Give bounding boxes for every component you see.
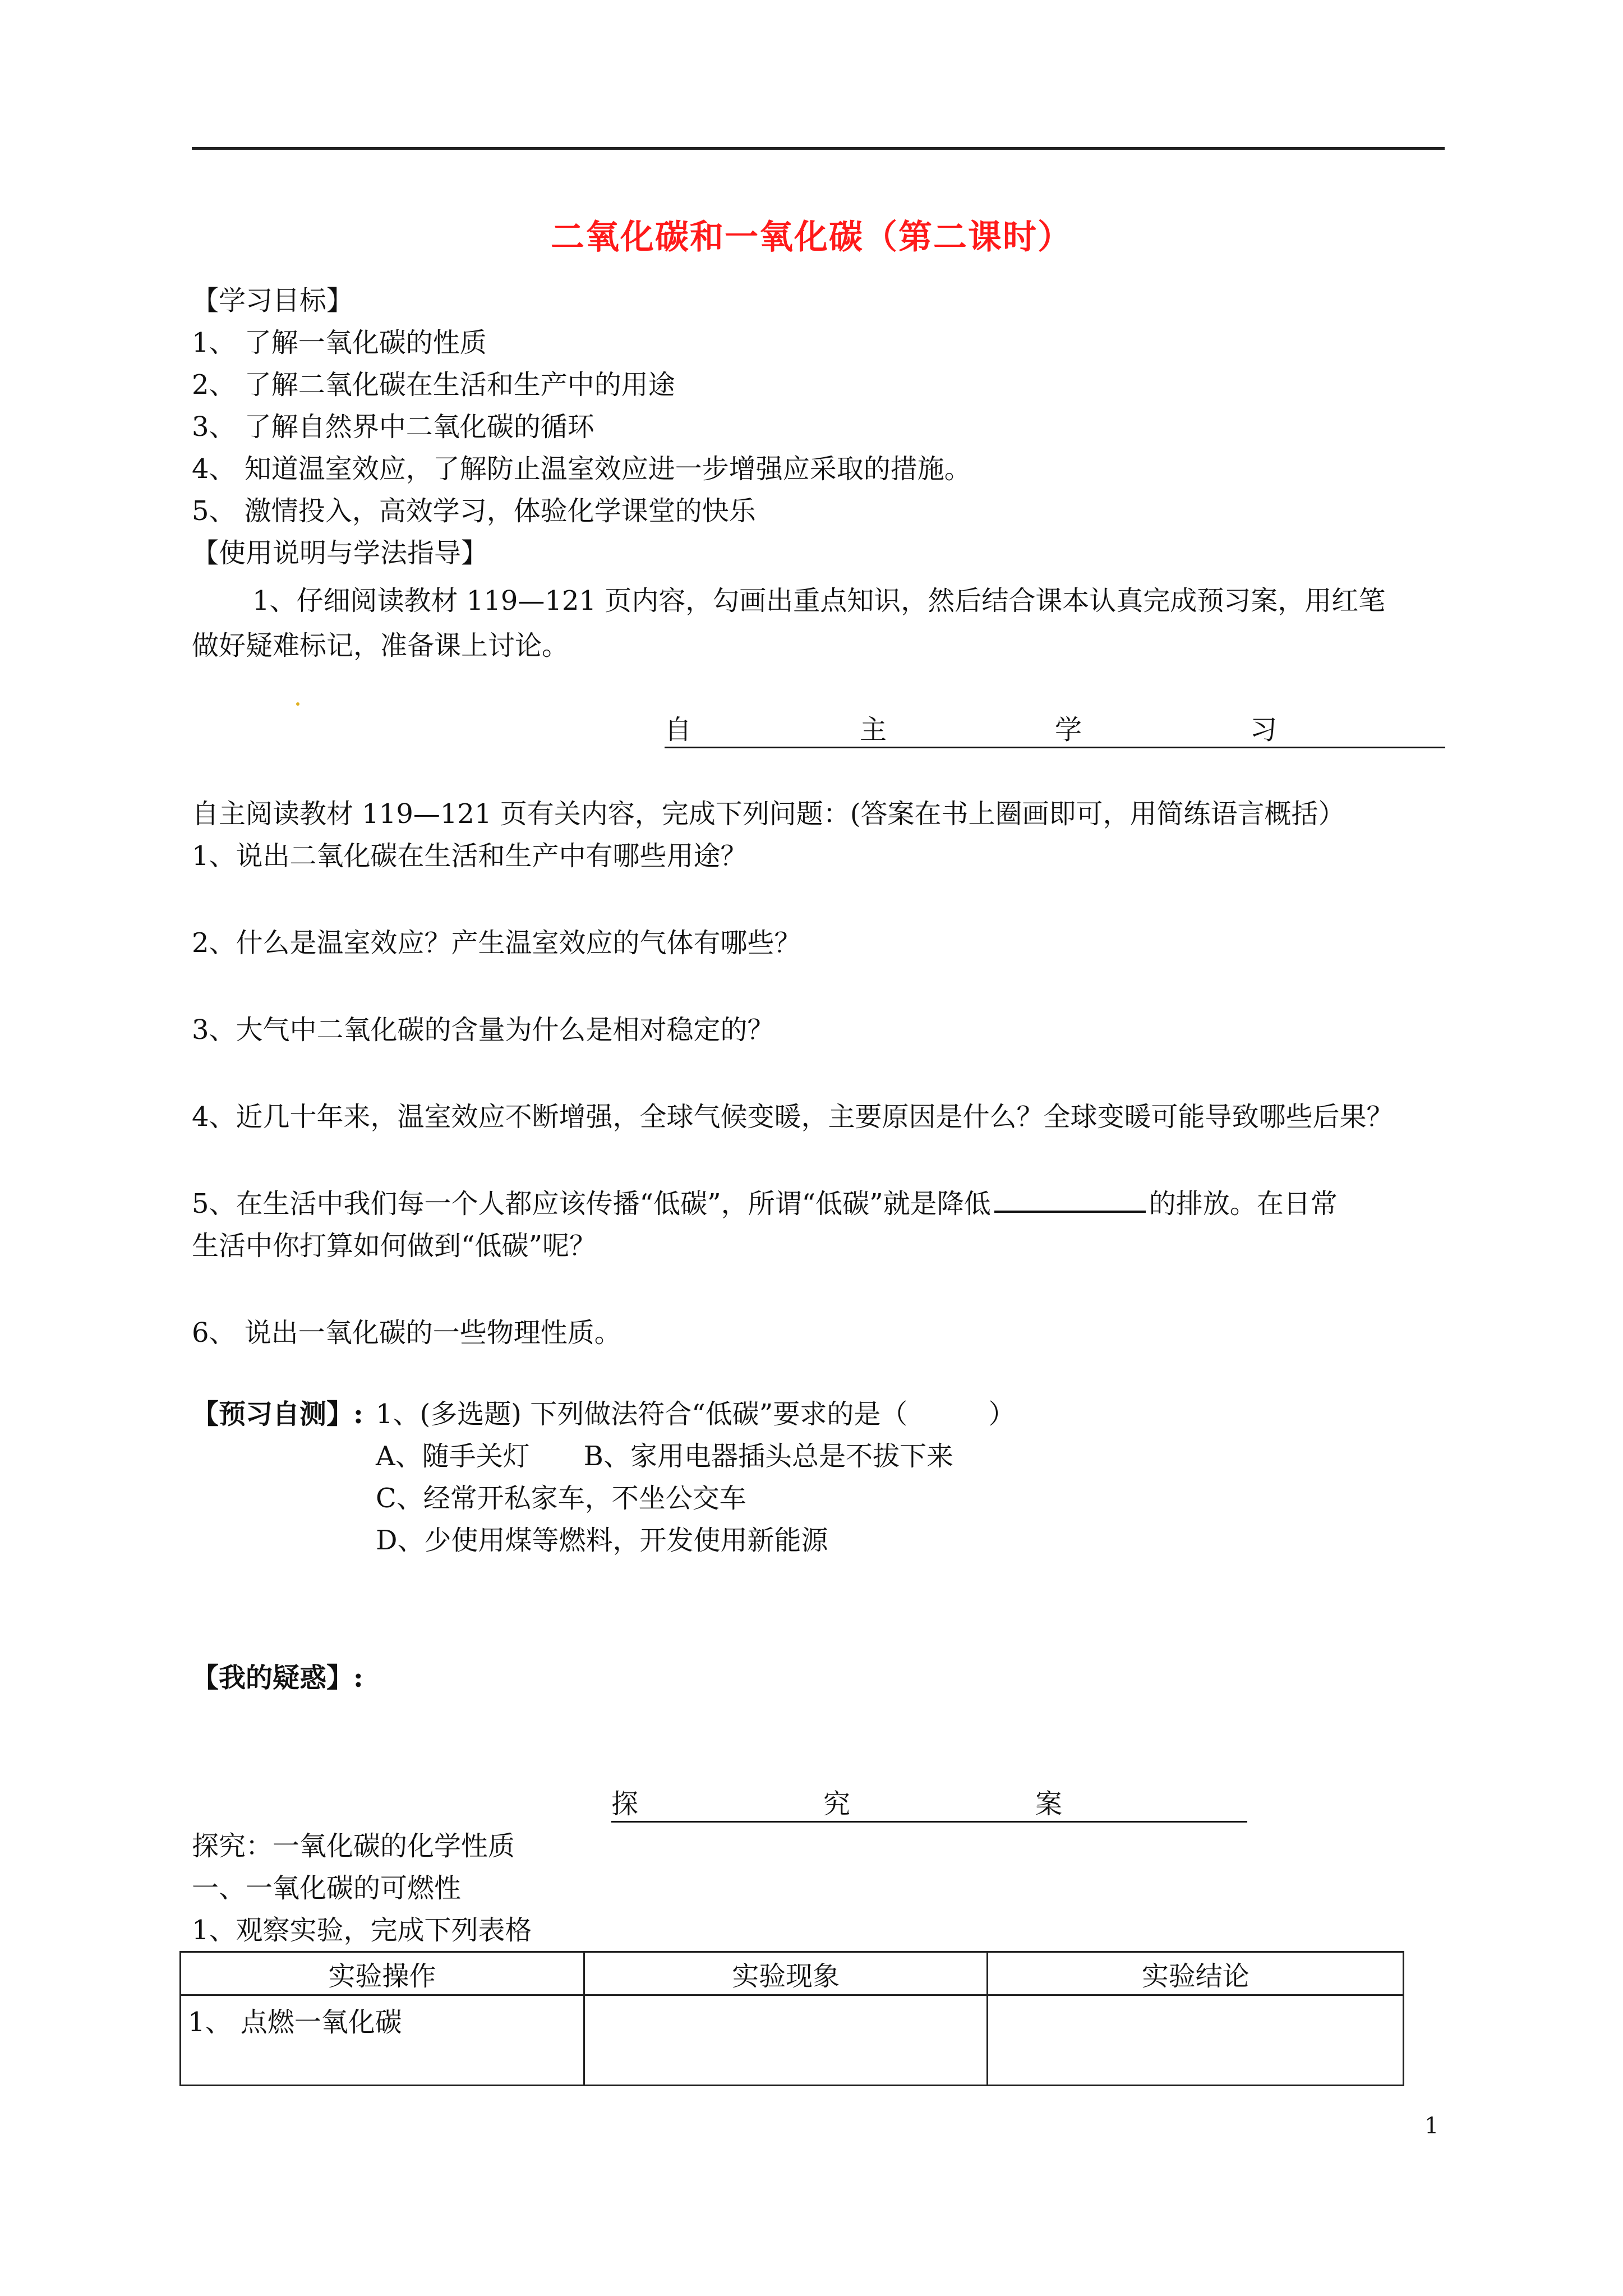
table-header: 实验操作 — [181, 1952, 584, 1995]
doubts-label: 【我的疑惑】: — [192, 1662, 363, 1694]
self-study-heading: 自主学习 — [665, 714, 1446, 746]
document-title: 二氧化碳和一氧化碳（第二课时） — [551, 218, 1072, 257]
explore-heading: 探究案 — [611, 1788, 1248, 1820]
goals-heading: 【学习目标】 — [192, 285, 354, 316]
page-number: 1 — [1424, 2113, 1439, 2139]
table-header: 实验结论 — [988, 1952, 1404, 1995]
question-1: 1、说出二氧化碳在生活和生产中有哪些用途？ — [192, 840, 748, 872]
option-ab: A、随手关灯 B、家用电器插头总是不拔下来 — [376, 1441, 953, 1472]
table-header: 实验现象 — [584, 1952, 988, 1995]
question-2: 2、什么是温室效应？产生温室效应的气体有哪些？ — [192, 927, 801, 959]
table-header-row — [181, 1952, 1404, 1995]
question-5-line-2: 生活中你打算如何做到“低碳”呢？ — [192, 1230, 597, 1262]
top-rule — [192, 147, 1445, 150]
table-cell[interactable] — [584, 1995, 988, 2086]
fill-blank[interactable] — [994, 1211, 1146, 1213]
guide-line-2: 做好疑难标记，准备课上讨论。 — [192, 630, 569, 661]
pretest-label — [192, 1394, 363, 1434]
guide-line-1: 1、仔细阅读教材 119—121 页内容，勾画出重点知识，然后结合课本认真完成预习案，用红笔 — [252, 585, 1386, 616]
goal-item: 3、 了解自然界中二氧化碳的循环 — [192, 411, 594, 443]
guide-heading: 【使用说明与学法指导】 — [192, 537, 488, 569]
option-c: C、经常开私家车，不坐公交车 — [376, 1483, 746, 1514]
goal-item: 2、 了解二氧化碳在生活和生产中的用途 — [192, 369, 675, 401]
option-d: D、少使用煤等燃料，开发使用新能源 — [376, 1525, 828, 1556]
goal-item: 4、 知道温室效应，了解防止温室效应进一步增强应采取的措施。 — [192, 453, 971, 485]
question-5-text-end: 的排放。在日常 — [1149, 1188, 1338, 1220]
self-study-intro: 自主阅读教材 119—121 页有关内容，完成下列问题：(答案在书上圈画即可，用简练语言概括） — [192, 798, 1345, 830]
question-5 — [192, 1184, 1338, 1224]
table-cell[interactable] — [988, 1995, 1404, 2086]
goal-item: 5、 激情投入，高效学习，体验化学课堂的快乐 — [192, 495, 756, 527]
stray-dot — [296, 702, 299, 706]
table-row — [181, 1995, 1404, 2086]
explore-line-2: 一、一氧化碳的可燃性 — [192, 1872, 462, 1904]
pretest-label-text: 【预习自测】: — [192, 1398, 363, 1430]
explore-line-3: 1、观察实验，完成下列表格 — [192, 1915, 532, 1946]
experiment-table — [179, 1951, 1404, 2086]
question-4: 4、近几十年来，温室效应不断增强，全球气候变暖，主要原因是什么？全球变暖可能导致哪些后果？ — [192, 1101, 1394, 1133]
pretest-question: 1、(多选题) 下列做法符合“低碳”要求的是（ ） — [376, 1398, 1016, 1430]
explore-line-1: 探究：一氧化碳的化学性质 — [192, 1830, 515, 1862]
question-3: 3、大气中二氧化碳的含量为什么是相对稳定的？ — [192, 1014, 774, 1046]
table-cell: 1、 点燃一氧化碳 — [181, 1995, 584, 2086]
question-6: 6、 说出一氧化碳的一些物理性质。 — [192, 1317, 621, 1349]
question-5-text: 5、在生活中我们每一个人都应该传播“低碳”，所谓“低碳”就是降低 — [192, 1188, 991, 1220]
goal-item: 1、 了解一氧化碳的性质 — [192, 327, 487, 358]
